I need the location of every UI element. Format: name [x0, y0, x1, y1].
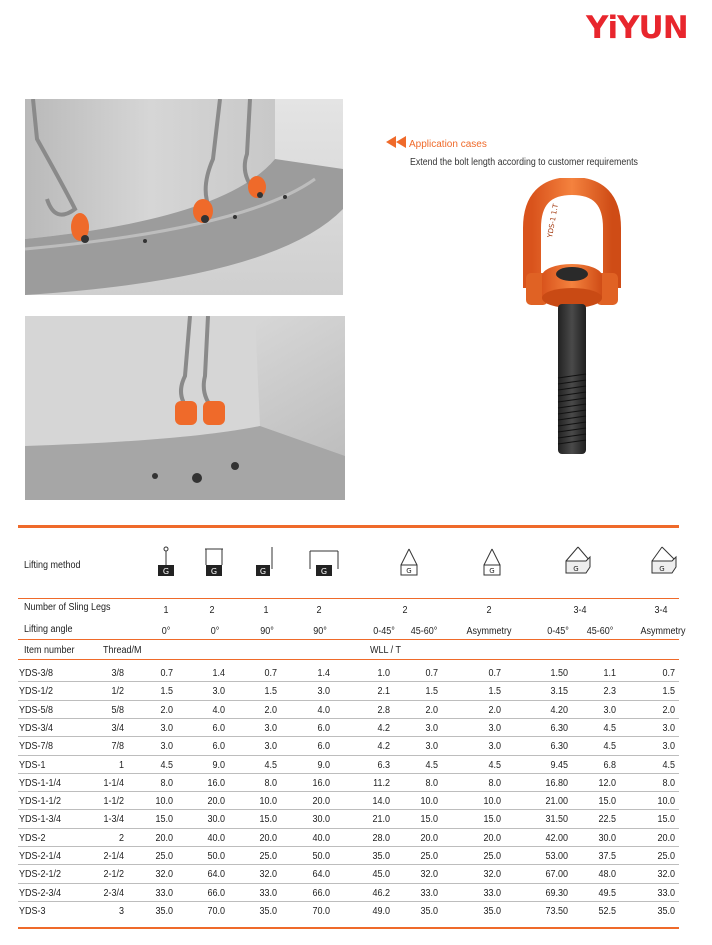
- sling-legs-value: 1: [163, 605, 169, 616]
- application-photo-2: [25, 316, 345, 500]
- wll-value-cell: 14.0: [372, 796, 390, 808]
- svg-text:YiYUN: YiYUN: [586, 10, 688, 46]
- brand-logo: [584, 6, 706, 46]
- thread-cell: 3/8: [111, 668, 124, 679]
- row-divider: [18, 883, 679, 884]
- wll-value-cell: 6.30: [550, 722, 568, 734]
- wll-value-cell: 0.7: [264, 668, 277, 679]
- wll-value-cell: 35.0: [483, 905, 501, 917]
- item-number-cell: YDS-1-3/4: [19, 814, 62, 826]
- wll-value-cell: 2.0: [160, 704, 173, 716]
- wll-value-cell: 1.5: [662, 686, 675, 698]
- wll-value-cell: 9.0: [317, 759, 330, 771]
- wll-value-cell: 30.0: [598, 832, 616, 844]
- wll-value-cell: 33.0: [483, 887, 501, 899]
- wll-value-cell: 73.50: [545, 905, 568, 917]
- wll-value-cell: 66.0: [207, 887, 225, 899]
- table-bottom-rule: [18, 927, 679, 929]
- item-number-cell: YDS-3/4: [19, 722, 54, 734]
- wll-value-cell: 20.0: [657, 832, 675, 844]
- thread-cell: 3/4: [111, 722, 124, 734]
- wll-value-cell: 8.0: [662, 777, 675, 789]
- lifting-angle-label: Lifting angle: [24, 624, 73, 635]
- wll-value-cell: 3.0: [425, 722, 438, 734]
- application-cases-heading: [386, 135, 487, 153]
- svg-text:G: G: [320, 567, 328, 576]
- wll-value-cell: 64.0: [207, 869, 225, 881]
- wll-value-cell: 4.0: [317, 704, 330, 716]
- wll-value-cell: 70.0: [207, 905, 225, 917]
- thread-cell: 1-3/4: [103, 814, 124, 826]
- wll-value-cell: 1.50: [550, 668, 568, 679]
- wll-value-cell: 3.0: [160, 722, 173, 734]
- sling-legs-value: 2: [316, 605, 322, 616]
- thread-cell: 1/2: [111, 686, 124, 698]
- g-four-leg-angle-icon: [562, 545, 594, 582]
- thread-cell: 2-3/4: [103, 887, 124, 899]
- thread-cell: 2: [118, 832, 124, 844]
- wll-value-cell: 15.0: [657, 814, 675, 826]
- wll-value-cell: 40.0: [207, 832, 225, 844]
- lifting-angle-value: Asymmetry: [640, 626, 686, 637]
- divider: [18, 598, 679, 599]
- wll-value-cell: 3.0: [425, 741, 438, 753]
- wll-value-cell: 3.0: [317, 686, 330, 698]
- thread-cell: 1-1/2: [103, 796, 124, 808]
- wll-value-cell: 25.0: [420, 851, 438, 862]
- row-divider: [18, 681, 679, 682]
- g-four-leg-asymmetry-icon: [648, 545, 680, 582]
- wll-value-cell: 35.0: [259, 905, 277, 917]
- wll-value-cell: 3.0: [264, 741, 277, 753]
- g-vertical-icon: [156, 545, 176, 582]
- wll-value-cell: 4.5: [160, 759, 173, 771]
- thread-cell: 2-1/4: [103, 851, 124, 862]
- svg-text:G: G: [259, 567, 267, 576]
- wll-value-cell: 52.5: [598, 905, 616, 917]
- wll-value-cell: 4.2: [377, 741, 390, 753]
- g-double-side-pull-icon: [306, 545, 342, 582]
- svg-text:G: G: [659, 565, 665, 573]
- lifting-angle-value: 0°: [210, 626, 220, 637]
- wll-value-cell: 33.0: [259, 887, 277, 899]
- wll-value-cell: 1.5: [488, 686, 501, 698]
- thread-cell: 5/8: [111, 704, 124, 716]
- application-photo-1: [25, 99, 343, 295]
- table-top-rule: [18, 525, 679, 528]
- wll-value-cell: 70.0: [312, 905, 330, 917]
- wll-value-cell: 20.0: [207, 796, 225, 808]
- wll-value-cell: 15.0: [420, 814, 438, 826]
- wll-value-cell: 6.0: [317, 722, 330, 734]
- wll-value-cell: 25.0: [155, 851, 173, 862]
- wll-value-cell: 1.0: [377, 668, 390, 679]
- wll-value-cell: 6.8: [603, 759, 616, 771]
- wll-value-cell: 21.0: [372, 814, 390, 826]
- wll-value-cell: 11.2: [373, 777, 390, 789]
- wll-value-cell: 32.0: [155, 869, 173, 881]
- wll-value-cell: 10.0: [483, 796, 501, 808]
- wll-value-cell: 16.80: [545, 777, 568, 789]
- wll-value-cell: 6.0: [317, 741, 330, 753]
- wll-value-cell: 21.00: [545, 796, 568, 808]
- item-number-cell: YDS-3/8: [19, 668, 54, 679]
- wll-value-cell: 20.0: [312, 796, 330, 808]
- sling-legs-value: 1: [263, 605, 269, 616]
- wll-value-cell: 25.0: [259, 851, 277, 862]
- wll-value-cell: 1.4: [212, 668, 225, 679]
- item-number-cell: YDS-3: [19, 905, 46, 917]
- wll-value-cell: 2.8: [377, 704, 390, 716]
- wll-value-cell: 48.0: [598, 869, 616, 881]
- wll-value-cell: 32.0: [657, 869, 675, 881]
- wll-value-cell: 6.30: [550, 741, 568, 753]
- row-divider: [18, 791, 679, 792]
- wll-value-cell: 3.0: [603, 704, 616, 716]
- wll-value-cell: 20.0: [420, 832, 438, 844]
- wll-value-cell: 37.5: [598, 851, 616, 862]
- wll-value-cell: 32.0: [259, 869, 277, 881]
- wll-value-cell: 2.0: [425, 704, 438, 716]
- thread-cell: 1-1/4: [103, 777, 124, 789]
- wll-value-cell: 35.0: [155, 905, 173, 917]
- svg-text:G: G: [162, 567, 170, 576]
- wll-value-cell: 3.0: [488, 741, 501, 753]
- lifting-angle-value: 90°: [260, 626, 274, 637]
- wll-value-cell: 2.0: [264, 704, 277, 716]
- item-number-cell: YDS-1: [19, 759, 46, 771]
- wll-value-cell: 4.5: [662, 759, 675, 771]
- wll-value-cell: 42.00: [545, 832, 568, 844]
- item-number-cell: YDS-2-3/4: [19, 887, 62, 899]
- item-number-cell: YDS-2-1/2: [19, 869, 62, 881]
- sling-legs-value: 3-4: [654, 605, 668, 616]
- wll-value-cell: 15.0: [155, 814, 173, 826]
- wll-value-cell: 35.0: [372, 851, 390, 862]
- divider: [18, 639, 679, 640]
- g-two-leg-asymmetry-icon: [480, 545, 504, 582]
- wll-value-cell: 25.0: [657, 851, 675, 862]
- wll-value-cell: 30.0: [312, 814, 330, 826]
- wll-value-cell: 0.7: [160, 668, 173, 679]
- wll-value-cell: 64.0: [312, 869, 330, 881]
- g-two-leg-angle-icon: [397, 545, 421, 582]
- item-number-cell: YDS-7/8: [19, 741, 54, 753]
- wll-value-cell: 10.0: [657, 796, 675, 808]
- svg-text:G: G: [406, 567, 412, 575]
- wll-value-cell: 67.00: [545, 869, 568, 881]
- product-image: [512, 178, 632, 483]
- wll-value-cell: 1.5: [425, 686, 438, 698]
- wll-value-cell: 2.1: [377, 686, 390, 698]
- lifting-angle-value: 45-60°: [586, 626, 614, 637]
- row-divider: [18, 864, 679, 865]
- wll-value-cell: 10.0: [259, 796, 277, 808]
- wll-value-cell: 15.0: [259, 814, 277, 826]
- wll-value-cell: 0.7: [488, 668, 501, 679]
- thread-cell: 1: [118, 759, 124, 771]
- lifting-angle-value: 0°: [161, 626, 171, 637]
- application-cases-title: Application cases: [409, 138, 487, 150]
- wll-value-cell: 31.50: [545, 814, 568, 826]
- wll-value-cell: 4.5: [264, 759, 277, 771]
- wll-value-cell: 3.0: [264, 722, 277, 734]
- wll-value-cell: 15.0: [598, 796, 616, 808]
- wll-value-cell: 35.0: [420, 905, 438, 917]
- wll-value-cell: 2.0: [488, 704, 501, 716]
- row-divider: [18, 901, 679, 902]
- item-number-cell: YDS-1-1/2: [19, 796, 62, 808]
- wll-value-cell: 9.45: [550, 759, 568, 771]
- thread-cell: 3: [118, 905, 124, 917]
- lifting-angle-value: Asymmetry: [466, 626, 512, 637]
- wll-value-cell: 32.0: [483, 869, 501, 881]
- item-number-cell: YDS-1/2: [19, 686, 54, 698]
- wll-value-cell: 45.0: [372, 869, 390, 881]
- wll-value-cell: 4.0: [212, 704, 225, 716]
- wll-value-cell: 6.3: [377, 759, 390, 771]
- wll-value-cell: 53.00: [545, 851, 568, 862]
- wll-value-cell: 3.0: [662, 722, 675, 734]
- wll-value-cell: 49.5: [598, 887, 616, 899]
- wll-value-cell: 33.0: [420, 887, 438, 899]
- svg-text:G: G: [573, 565, 579, 573]
- wll-value-cell: 25.0: [483, 851, 501, 862]
- svg-text:G: G: [210, 567, 218, 576]
- wll-value-cell: 16.0: [207, 777, 225, 789]
- wll-value-cell: 22.5: [598, 814, 616, 826]
- wll-value-cell: 8.0: [488, 777, 501, 789]
- wll-value-cell: 3.0: [160, 741, 173, 753]
- row-divider: [18, 773, 679, 774]
- wll-value-cell: 8.0: [425, 777, 438, 789]
- lifting-angle-value: 90°: [313, 626, 327, 637]
- wll-value-cell: 2.3: [603, 686, 616, 698]
- item-number-cell: YDS-2: [19, 832, 46, 844]
- wll-value-cell: 46.2: [372, 887, 390, 899]
- item-number-header: Item number: [24, 645, 75, 656]
- wll-value-cell: 8.0: [264, 777, 277, 789]
- wll-value-cell: 10.0: [155, 796, 173, 808]
- row-divider: [18, 809, 679, 810]
- wll-value-cell: 49.0: [372, 905, 390, 917]
- wll-value-cell: 4.5: [603, 722, 616, 734]
- wll-header: WLL / T: [370, 645, 402, 656]
- wll-value-cell: 4.2: [377, 722, 390, 734]
- lifting-angle-value: 0-45°: [373, 626, 395, 637]
- g-double-vertical-icon: [202, 545, 226, 582]
- wll-value-cell: 6.0: [212, 722, 225, 734]
- wll-value-cell: 3.0: [488, 722, 501, 734]
- wll-value-cell: 16.0: [312, 777, 330, 789]
- sling-legs-value: 3-4: [573, 605, 587, 616]
- application-cases-description: Extend the bolt length according to customer requirements: [410, 157, 638, 168]
- lifting-angle-value: 45-60°: [410, 626, 438, 637]
- row-divider: [18, 828, 679, 829]
- row-divider: [18, 755, 679, 756]
- sling-legs-label: Number of Sling Legs: [24, 602, 111, 613]
- wll-value-cell: 40.0: [312, 832, 330, 844]
- wll-value-cell: 3.0: [662, 741, 675, 753]
- wll-value-cell: 32.0: [420, 869, 438, 881]
- thread-cell: 2-1/2: [103, 869, 124, 881]
- thread-cell: 7/8: [111, 741, 124, 753]
- wll-value-cell: 33.0: [657, 887, 675, 899]
- wll-value-cell: 9.0: [212, 759, 225, 771]
- item-number-cell: YDS-5/8: [19, 704, 54, 716]
- wll-value-cell: 6.0: [212, 741, 225, 753]
- wll-value-cell: 1.5: [160, 686, 173, 698]
- wll-value-cell: 20.0: [155, 832, 173, 844]
- wll-value-cell: 8.0: [160, 777, 173, 789]
- wll-value-cell: 0.7: [662, 668, 675, 679]
- thread-header: Thread/M: [103, 645, 142, 656]
- svg-text:YDS-1 1.T: YDS-1 1.T: [546, 203, 560, 239]
- wll-value-cell: 20.0: [259, 832, 277, 844]
- g-side-pull-icon: [254, 545, 278, 582]
- wll-value-cell: 35.0: [657, 905, 675, 917]
- wll-value-cell: 3.0: [212, 686, 225, 698]
- wll-value-cell: 12.0: [598, 777, 616, 789]
- wll-value-cell: 50.0: [312, 851, 330, 862]
- wll-value-cell: 4.5: [425, 759, 438, 771]
- wll-value-cell: 33.0: [155, 887, 173, 899]
- item-number-cell: YDS-2-1/4: [19, 851, 62, 862]
- wll-value-cell: 20.0: [483, 832, 501, 844]
- wll-value-cell: 1.4: [317, 668, 330, 679]
- wll-value-cell: 10.0: [420, 796, 438, 808]
- sling-legs-value: 2: [209, 605, 215, 616]
- row-divider: [18, 700, 679, 701]
- divider: [18, 659, 679, 660]
- double-arrow-left-icon: [386, 135, 406, 153]
- wll-value-cell: 4.5: [488, 759, 501, 771]
- row-divider: [18, 718, 679, 719]
- lifting-method-label: Lifting method: [24, 560, 81, 571]
- wll-value-cell: 69.30: [545, 887, 568, 899]
- row-divider: [18, 736, 679, 737]
- wll-value-cell: 0.7: [425, 668, 438, 679]
- wll-value-cell: 2.0: [662, 704, 675, 716]
- wll-value-cell: 1.1: [603, 668, 616, 679]
- wll-value-cell: 1.5: [264, 686, 277, 698]
- sling-legs-value: 2: [486, 605, 492, 616]
- wll-value-cell: 50.0: [207, 851, 225, 862]
- svg-text:G: G: [489, 567, 495, 575]
- wll-value-cell: 28.0: [372, 832, 390, 844]
- wll-value-cell: 4.5: [603, 741, 616, 753]
- wll-value-cell: 66.0: [312, 887, 330, 899]
- wll-value-cell: 15.0: [483, 814, 501, 826]
- wll-value-cell: 3.15: [550, 686, 568, 698]
- wll-value-cell: 4.20: [550, 704, 568, 716]
- item-number-cell: YDS-1-1/4: [19, 777, 62, 789]
- wll-value-cell: 30.0: [207, 814, 225, 826]
- lifting-angle-value: 0-45°: [547, 626, 569, 637]
- sling-legs-value: 2: [402, 605, 408, 616]
- row-divider: [18, 846, 679, 847]
